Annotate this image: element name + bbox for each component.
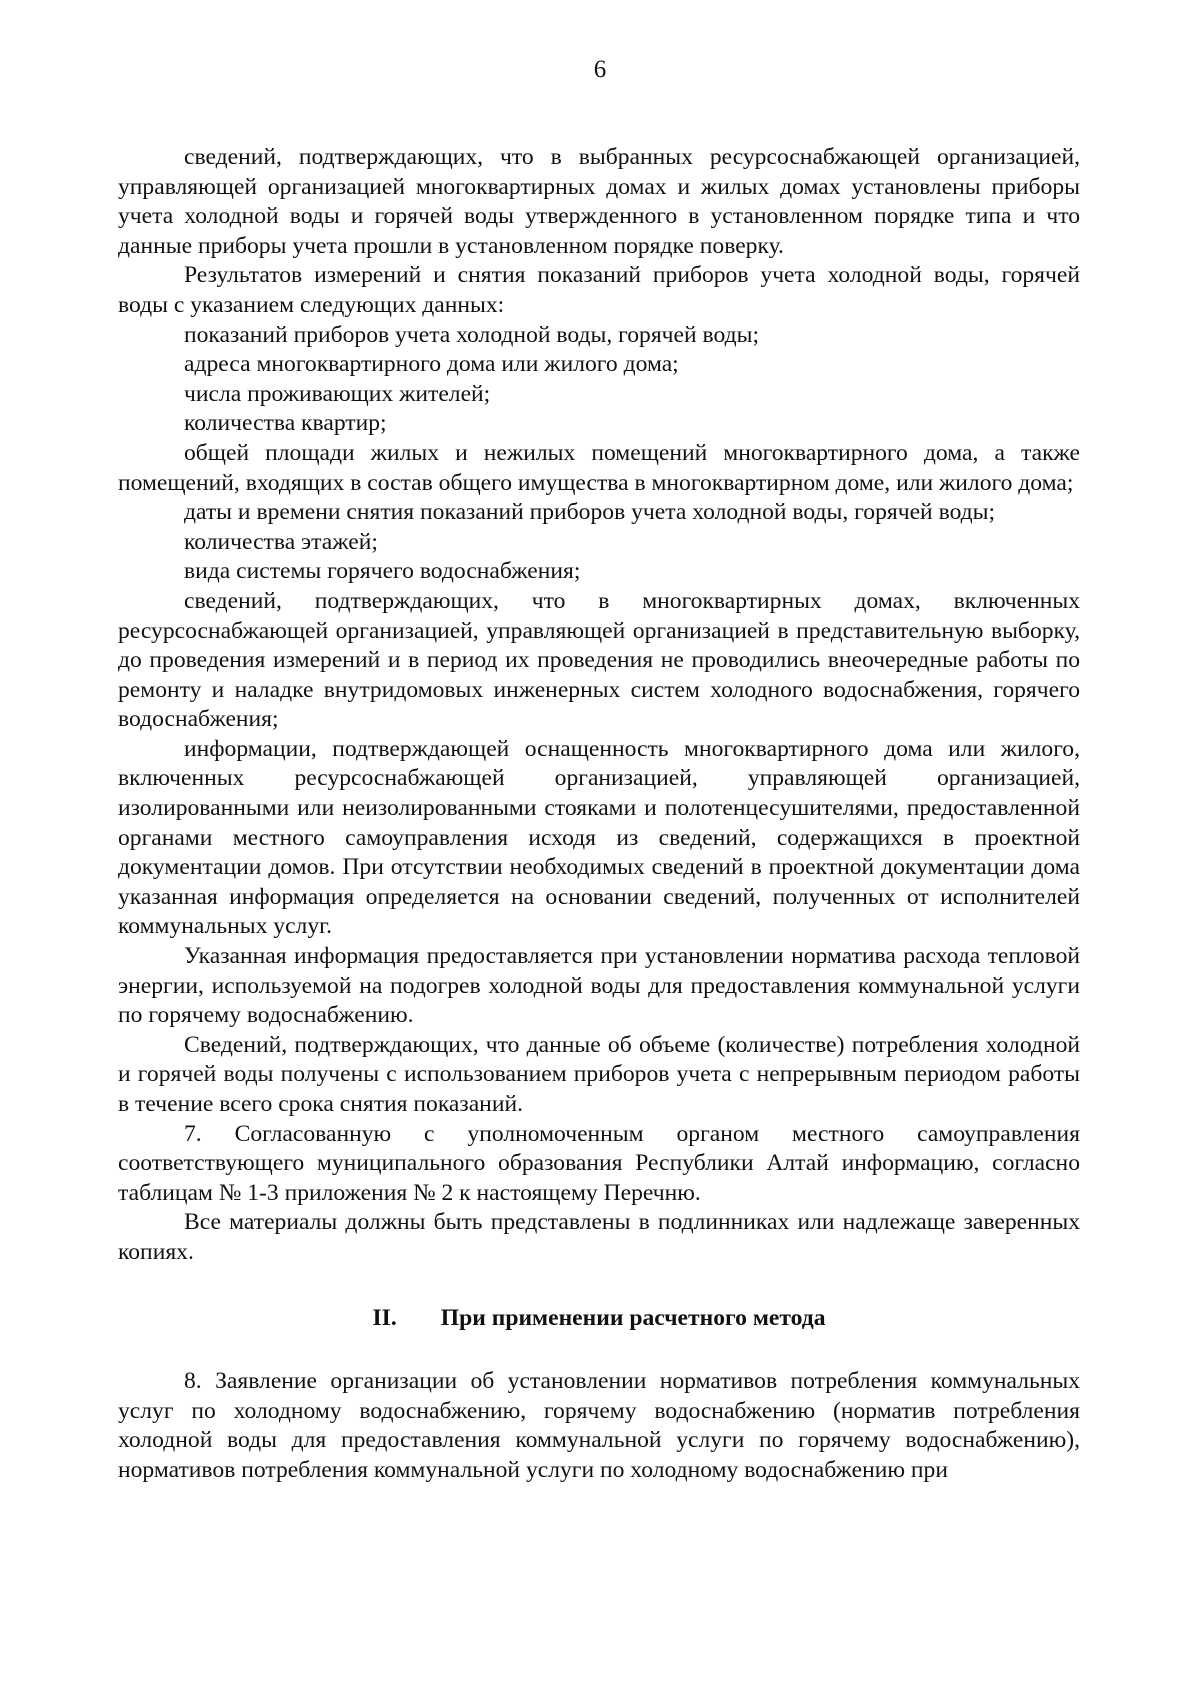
list-item: вида системы горячего водоснабжения; bbox=[184, 558, 581, 585]
paragraph: Все материалы должны быть представлены в подлинниках или надлежаще заверенных копиях. bbox=[118, 1209, 1080, 1265]
paragraphs-top bbox=[118, 143, 1080, 1268]
paragraph: 8. Заявление организации об установлении нормативов потребления коммунальных услуг по холодному водоснабжению, горячему водоснабжению (норматив потребления холодной воды для предоставления коммунальной услуги по горячему водоснабжению), нормативов потребления коммунальной услуги по холодному водоснабжению при bbox=[118, 1368, 1080, 1483]
paragraph: Указанная информация предоставляется при установлении норматива расхода тепловой энергии, используемой на подогрев холодной воды для предоставления коммунальной услуги по горячему водоснабжению. bbox=[118, 943, 1080, 1029]
list-item: адреса многоквартирного дома или жилого дома; bbox=[184, 351, 679, 378]
list-item: количества квартир; bbox=[184, 410, 387, 437]
document-body bbox=[118, 143, 1080, 1486]
paragraph: сведений, подтверждающих, что в многоквартирных домах, включенных ресурсоснабжающей организацией, управляющей организацией в представительную выборку, до проведения измерений и в период их проведения не проводились внеочередные работы по ремонту и наладке внутридомовых инженерных систем холодного водоснабжения, горячего водоснабжения; bbox=[118, 587, 1080, 733]
section-heading bbox=[118, 1304, 1080, 1334]
paragraph: Результатов измерений и снятия показаний приборов учета холодной воды, горячей воды с указанием следующих данных: bbox=[118, 262, 1080, 318]
list-item: количества этажей; bbox=[184, 528, 378, 555]
paragraph: общей площади жилых и нежилых помещений многоквартирного дома, а также помещений, входящих в состав общего имущества в многоквартирном доме, или жилого дома; bbox=[118, 439, 1080, 496]
paragraph: 7. Согласованную с уполномоченным органом местного самоуправления соответствующего муниципального образования Республики Алтай информацию, согласно таблицам № 1-3 приложения № 2 к настоящему Перечню. bbox=[118, 1120, 1080, 1206]
paragraph: информации, подтверждающей оснащенность многоквартирного дома или жилого, включенных ресурсоснабжающей организацией, управляющей организацией, изолированными или неизолированными стояками и полотенцесушителями, предоставленной органами местного самоуправления исходя из сведений, содержащихся в проектной документации домов. При отсутствии необходимых сведений в проектной документации дома указанная информация определяется на основании сведений, полученных от исполнителей коммунальных услуг. bbox=[118, 735, 1080, 940]
paragraph: сведений, подтверждающих, что в выбранных ресурсоснабжающей организацией, управляющей организацией многоквартирных домах и жилых домах установлены приборы учета холодной воды и горячей воды утвержденного в установленном порядке типа и что данные приборы учета прошли в установленном порядке поверку. bbox=[118, 144, 1080, 259]
page-number: 6 bbox=[593, 56, 607, 83]
list-item: показаний приборов учета холодной воды, горячей воды; bbox=[184, 321, 760, 348]
paragraphs-bottom bbox=[118, 1367, 1080, 1485]
list-item: числа проживающих жителей; bbox=[184, 380, 491, 407]
paragraph: Сведений, подтверждающих, что данные об объеме (количестве) потребления холодной и горячей воды получены с использованием приборов учета с непрерывным периодом работы в течение всего срока снятия показаний. bbox=[118, 1031, 1080, 1117]
list-item: даты и времени снятия показаний приборов учета холодной воды, горячей воды; bbox=[184, 499, 996, 526]
section-number: II. bbox=[372, 1304, 397, 1331]
section-title: При применении расчетного метода bbox=[440, 1304, 826, 1331]
